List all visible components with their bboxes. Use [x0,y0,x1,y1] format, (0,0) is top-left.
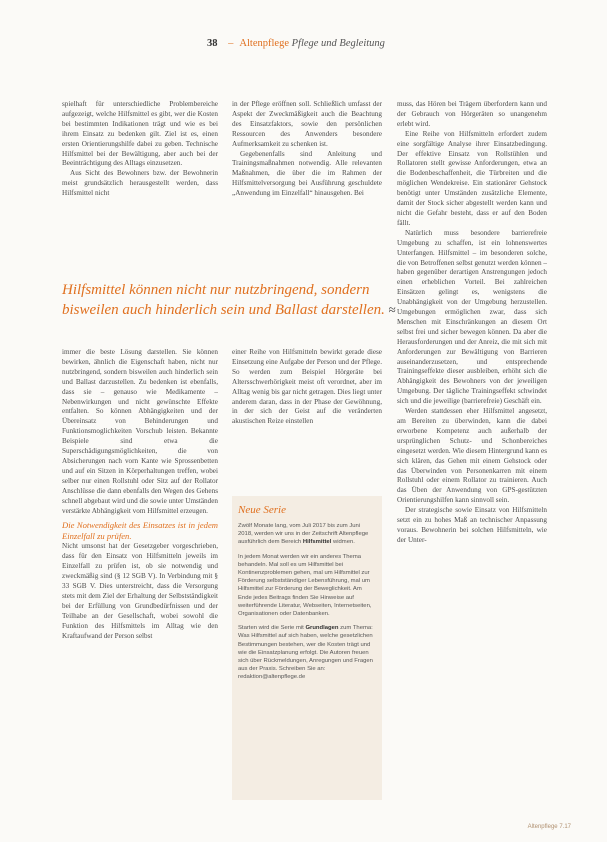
info-box-text: widmen. [332,539,355,546]
paragraph: muss, das Hören bei Trägern überfordern kann und der Gebrauch von Hörgeräten so unangenehm erlebt wird. [397,100,547,128]
paragraph: spielhaft für unterschiedliche Problembereiche aufgezeigt, welche Hilfsmittel es gibt, wer die Kosten bei bestimmten Indikationen trägt und wie es bei ihrem Einsatz zu bedenken gilt. Ziel ist es, einen ersten Orientierungshilfe dabei zu geben. Technische Hilfsmittel bei der Bewältigung, aber auch bei der Beeinträchtigung des Alltags einzusetzen. [62,100,218,168]
pull-quote [62,280,542,320]
paragraph: einer Reihe von Hilfsmitteln bewirkt gerade diese Einsetzung eine Aufgabe der Person und der Pflege. So werden zum Beispiel Hörgeräte bei Altersschwerhörigkeit meist oft verordnet, aber im Alltag wenig bis gar nicht getragen. Dies liegt unter anderem daran, dass in der Phase der Gewöhnung, in der sich der Geist auf die veränderten akustischen Reize einstellen [232,348,382,426]
section-name: Pflege und Begleitung [291,38,385,49]
page-footer: Altenpflege 7.17 [527,824,571,830]
paragraph: Nicht umsonst hat der Gesetzgeber vorgeschrieben, dass für den Einsatz von Hilfsmitteln jeweils im Einzelfall zu prüfen ist, ob sie notwendig und zweckmäßig sind (§ 12 SGB V). In Verbindung mit § 33 SGB V. Dies unterstreicht, dass die Versorgung stets mit dem Ziel der Erhaltung der Selbstständigkeit bei der Erfüllung von Grundbedürfnissen und der Teilhabe an der Gesellschaft, wobei sowohl die Funktion des Hilfsmittels im Alltag wie den Kraftaufwand der Person selbst [62,542,218,640]
info-box-paragraph [238,522,376,547]
column-3 [397,100,547,806]
magazine-name: Altenpflege [239,38,289,49]
paragraph: Der strategische sowie Einsatz von Hilfsmitteln setzt ein zu hohes Maß an technischer Anpassung voraus. Bewohnerin bei solchen Hilfsmitteln, wie der Unter- [397,506,547,544]
info-box-neue-serie [232,496,382,800]
column-1-top [62,100,218,265]
info-box-bold: Grundlagen [305,625,339,632]
info-box-paragraph: In jedem Monat werden wir ein anderes Thema behandeln. Mal soll es um Hilfsmittel bei Kontinenzproblemen gehen, mal um Hilfsmittel zur Förderung selbstständiger Lebensführung, mal um Hilfsmittel zur Förderung der Beweglichkeit. Am Ende jedes Beitrags finden Sie Hinweise auf weiterführende Literatur, Webseiten, Internetseiten, Organisationen oder Datenbanken. [238,553,372,618]
info-box-paragraph [238,624,376,681]
paragraph: Aus Sicht des Bewohners bzw. der Bewohnerin meist grundsätzlich herausgestellt werden, dass Hilfsmittel nicht [62,169,218,198]
info-box-bold: Hilfsmittel [302,539,332,546]
page-header [207,38,385,49]
column-2-bottom [232,348,382,488]
info-box-text: Starten wird die Serie mit [238,625,304,632]
paragraph: in der Pflege eröffnen soll. Schließlich umfasst der Aspekt der Zweckmäßigkeit auch die Beachtung des Einsatzfaktors, sowie den persönlichen Ressourcen des Anwenders besondere Aufmerksamkeit zu schenken ist. [232,100,382,148]
page-number: 38 [207,38,218,49]
paragraph: Eine Reihe von Hilfsmitteln erfordert zudem eine sorgfältige Analyse ihrer Einsatzbedingung. Der effektive Einsatz von Rollstühlen und Rollatoren stellt gewisse Anforderungen, etwa an die Bodenbeschaffenheit, die Türbreiten und die möglichen Wendekreise. Ein stationärer Gehstock benötigt unter Umständen zusätzliche Elemente, damit der Stock sicher abgestellt werden kann und nicht die Gefahr besteht, dass er auf den Boden fällt. [397,129,547,227]
quote-end-mark-icon: ≈ [388,302,396,317]
column-2-top [232,100,382,265]
paragraph: Werden stattdessen eher Hilfsmittel angesetzt, am Bereiten zu überwinden, kann die dabei erworbene Kompetenz auch außerhalb der ursprünglichen Schutz- und Schonbereiches eingesetzt werden. Wie diesem Hintergrund kann es sich klären, das Gehen mit einem Gehstock oder das Überwinden von Personenkarren mit einem Rollstuhl oder einem Rollator zu trainieren. Auch das Üben der Anwendung von GPS-gestützten Orientierungshilfen kann sinnvoll sein. [397,407,547,505]
header-separator: – [228,38,234,49]
info-box-title: Neue Serie [238,504,286,516]
paragraph: immer die beste Lösung darstellen. Sie können bewirken, ähnlich die Eigenschaft haben, nicht nur nutzbringend, sondern bisweilen auch hinderlich sein und Ballast darzustellen. Zu bedenken ist ebenfalls, dass sie – genauso wie Medikamente – Nebenwirkungen und nicht gewünschte Effekte entfalten. So können Abhängigkeiten und der Übereinsatz von Behinderungen und Funktionsmoglichkeiten Vorschub leisten. Bekannte Beispiele sind etwa die Superschädigungsmöglichkeiten, die von Absicherungen nach vorn Kante wie Sprossenbetten und auf ein Sitzen in Körperhaltungen treffen, wobei selber nur einen Rollstuhl oder Sitz auf der Rollator Anschlüsse die dann ebenfalls den Wegen des Gehens schnell abgebaut wird und die sowie unter Umständen verstärkte Abhängigkeit vom Hilfsmittel erzeugen. [62,348,218,515]
pull-quote-line-2: bisweilen auch hinderlich sein und Ballast darstellen. [62,302,385,318]
column-1-bottom [62,348,218,806]
paragraph: Natürlich muss besondere barrierefreie Umgebung zu schaffen, ist ein lohnenswertes Unterfangen. Hilfsmittel – im besonderen solche, die von Betroffenen selbst genutzt werden können – haben gegenüber derartigen Anstrengungen jedoch einen erheblichen Vorteil. Bei zahlreichen Einsätzen gelingt es, wenigstens die Unabhängigkeit von der Umgebung herzustellen. Umgebungen ermöglichen zwar, dass sich Menschen mit Einschränkungen an diesem Ort selbst frei und sicher bewegen können. Da aber die Herausforderungen und der Anreiz, die mit sich mit Anforderungen zur Bewältigung von Barrieren auseinanderzusetzen, und entsprechende Trainingseffekte dieser ausbleiben, erhöht sich die Abhängigkeit des Bewohners von der jeweiligen Umgebung. Der tägliche Trainingseffekt schwindet sich und die jeweilige (barrierefreie) Geschäft ein. [397,228,547,406]
subheading: Die Notwendigkeit des Einsatzes ist in jedem Einzelfall zu prüfen. [62,520,218,541]
paragraph: Gegebenenfalls sind Anleitung und Trainingsmaßnahmen notwendig. Alle relevanten Maßnahmen, die über die im Rahmen der Hilfsmittelversorgung bei Ausführung geschuldete „Anwendung im Einzelfall“ hinausgehen. Bei [232,149,382,198]
info-box-text: Zwölf Monate lang, vom Juli 2017 bis zum Juni 2018, werden wir uns in der Zeitschrift Altenpflege ausführlich dem Bereich [238,523,369,546]
info-box-text: zum Thema: Was Hilfsmittel auf sich haben, welche gesetzlichen Bestimmungen bestehen, wer die Kosten trägt und wie die Einsatzplanung erfolgt. Die Autoren freuen sich über Rückmeldungen, Anregungen und Fragen aus der Praxis. Schreiben Sie an: redaktion@altenpflege.de [238,625,373,681]
pull-quote-line-1: Hilfsmittel können nicht nur nutzbringend, sondern [62,282,370,298]
